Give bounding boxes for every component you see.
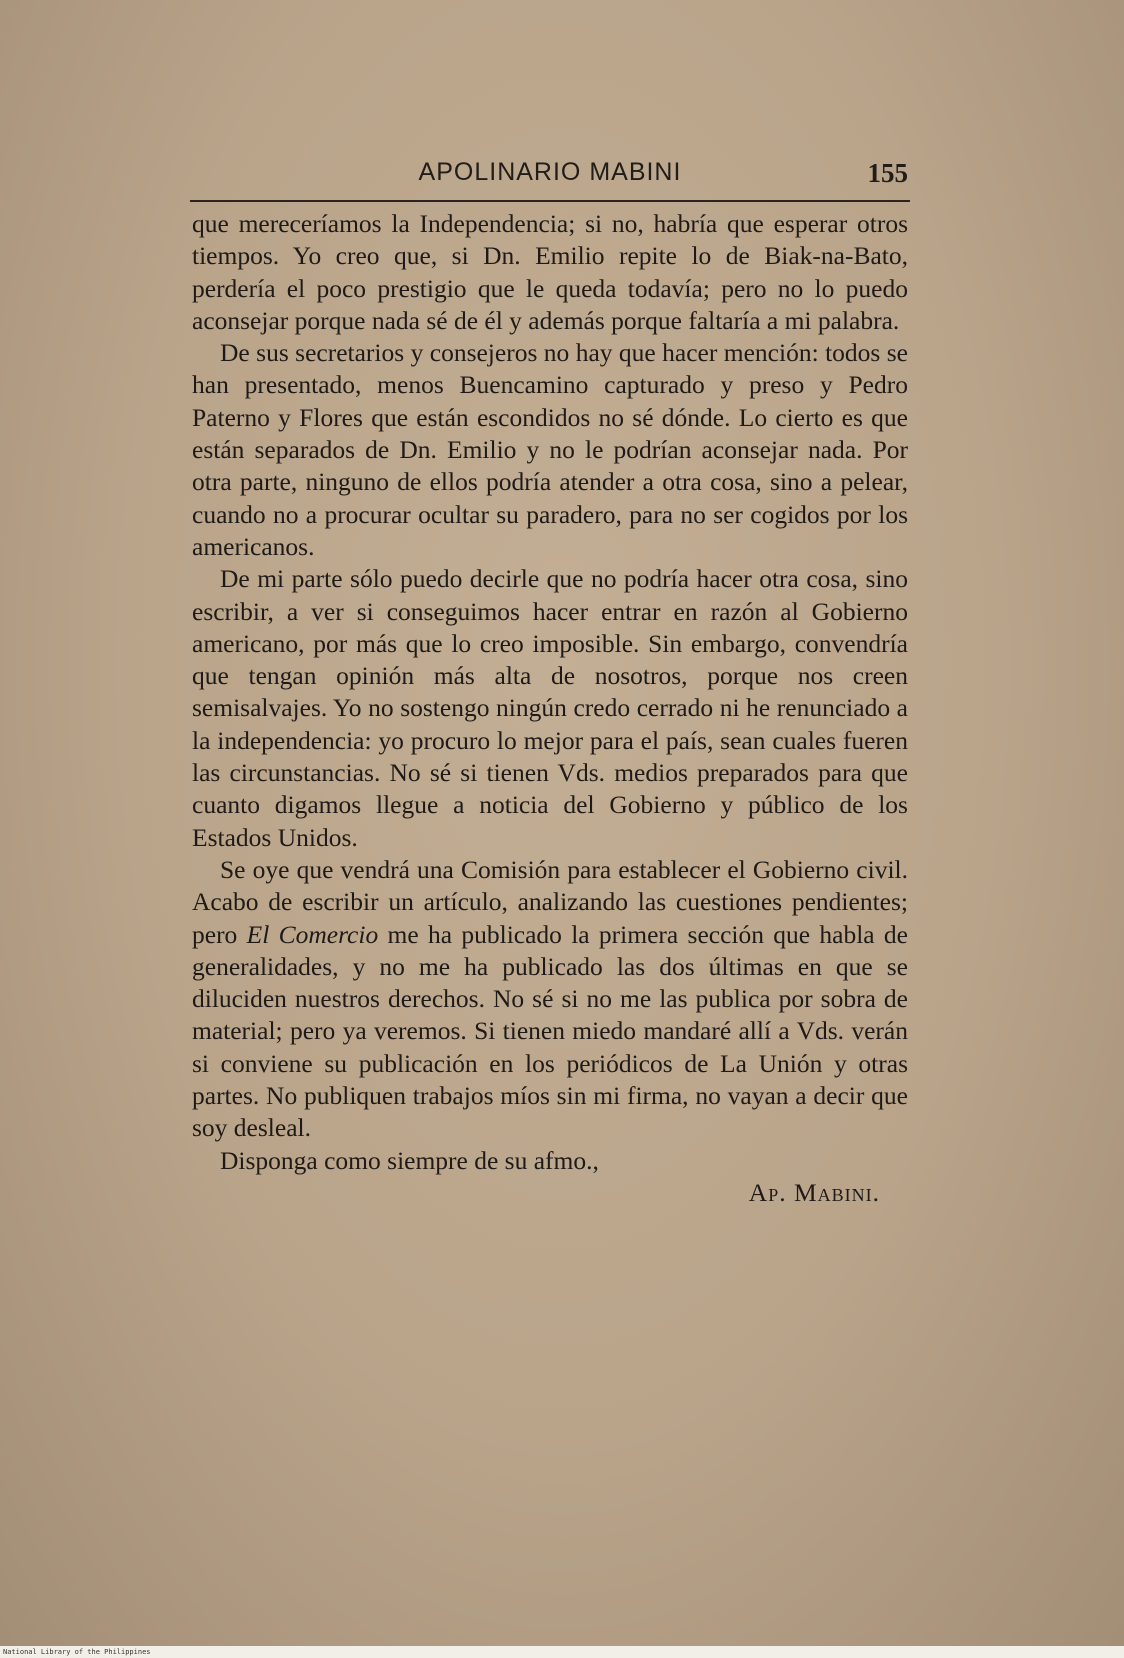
paragraph-4 [192, 854, 908, 1145]
newspaper-title: El Comercio [246, 919, 379, 949]
running-title: APOLINARIO MABINI [418, 158, 682, 186]
running-head [190, 150, 910, 192]
signature: Ap. Mabini. [748, 1177, 880, 1207]
body-text [192, 208, 908, 1209]
paragraph-1: que mereceríamos la Independencia; si no, habría que esperar otros tiempos. Yo creo que, si Dn. Emilio repite lo de Biak-na-Bato, perdería el poco prestigio que le queda todavía; pero no lo puedo aconsejar porque nada sé de él y además porque faltaría a mi palabra. [192, 209, 908, 335]
closing-line: Disponga como siempre de su afmo., [220, 1145, 599, 1175]
header-rule [190, 200, 910, 202]
page-number: 155 [867, 158, 908, 188]
footer-credit: National Library of the Philippines [3, 1648, 151, 1656]
scan-bottom-strip [0, 1646, 1124, 1658]
paragraph-4-text-start: Se oye que vendrá una Comisión para establecer el Gobierno civil. Acabo de escribir un artículo, analizando las cuestiones pendientes; pero [192, 854, 908, 949]
paragraph-2: De sus secretarios y consejeros no hay que hacer mención: todos se han presentado, menos Buencamino capturado y preso y Pedro Paterno y Flores que están escondidos no sé dónde. Lo cierto es que están separados de Dn. Emilio y no le podrían aconsejar nada. Por otra parte, ninguno de ellos podría atender a otra cosa, sino a pelear, cuando no a procurar ocultar su paradero, para no ser cogidos por los americanos. [192, 338, 908, 561]
paragraph-4-text-end: me ha publicado la primera sección que habla de generalidades, y no me ha publicado las dos últimas en que se diluciden nuestros derechos. No sé si no me las publica por sobra de material; pero ya veremos. Si tienen miedo mandaré allí a Vds. verán si conviene su publicación en los periódicos de La Unión y otras partes. No publiquen trabajos míos sin mi firma, no vayan a decir que soy desleal. [192, 919, 909, 1143]
paragraph-3: De mi parte sólo puedo decirle que no podría hacer otra cosa, sino escribir, a ver si conseguimos hacer entrar en razón al Gobierno americano, por más que lo creo imposible. Sin embargo, convendría que tengan opinión más alta de nosotros, porque nos creen semisalvajes. Yo no sostengo ningún credo cerrado ni he renunciado a la independencia: yo procuro lo mejor para el país, sean cuales fueren las circunstancias. No sé si tienen Vds. medios preparados para que cuanto digamos llegue a noticia del Gobierno y público de los Estados Unidos. [192, 564, 908, 852]
